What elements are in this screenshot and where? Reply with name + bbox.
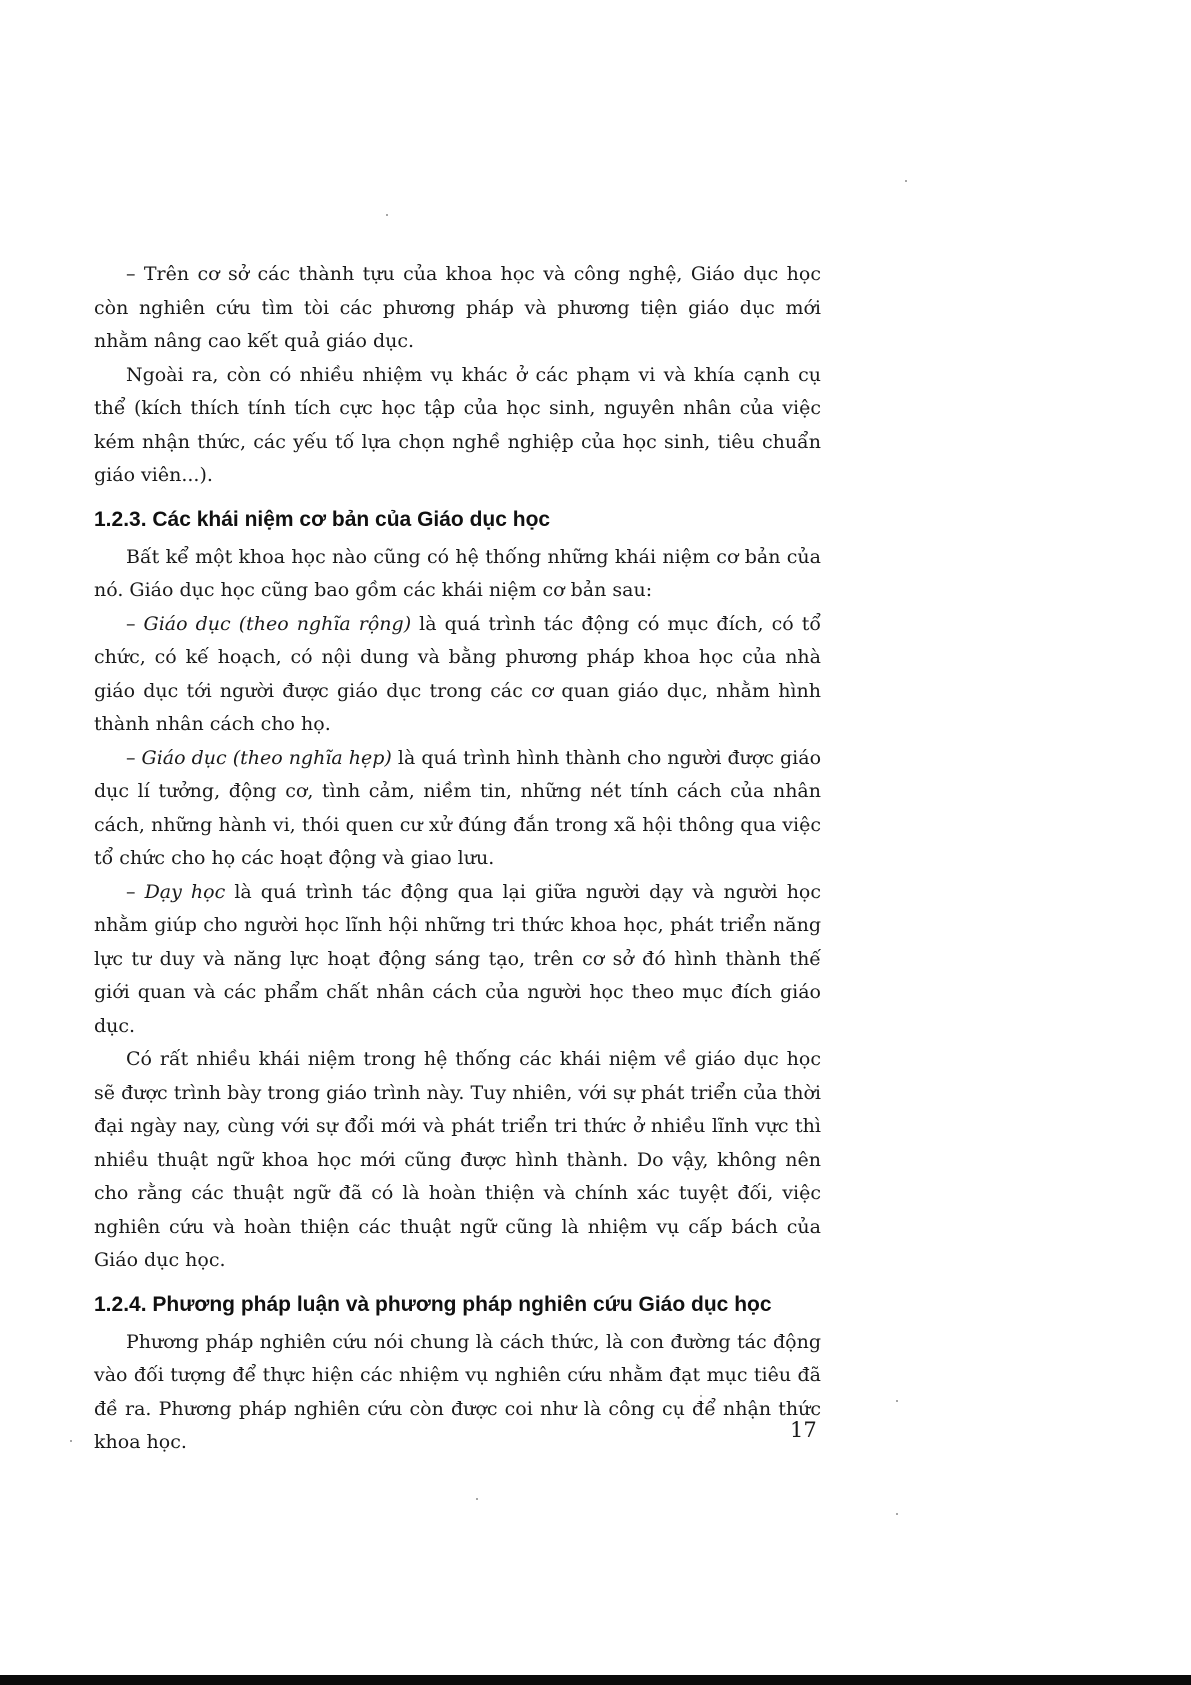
paragraph-education-narrow — [94, 742, 821, 876]
term-education-broad: Giáo dục (theo nghĩa rộng) — [143, 612, 412, 635]
dash: – — [126, 612, 144, 635]
definition-education-narrow: là quá trình hình thành cho người được giáo dục lí tưởng, động cơ, tình cảm, niềm tin, những nét tính cách của nhân cách, những hành vi, thói quen cư xử đúng đắn trong xã hội thông qua việc tổ chức cho họ các hoạt động và giao lưu. — [94, 746, 822, 869]
term-teaching: Dạy học — [144, 880, 226, 903]
paragraph-concepts-intro: Bất kể một khoa học nào cũng có hệ thống những khái niệm cơ bản của nó. Giáo dục học cũng bao gồm các khái niệm cơ bản sau: — [94, 545, 821, 601]
page-content — [94, 258, 821, 1460]
definition-teaching: là quá trình tác động qua lại giữa người dạy và người học nhằm giúp cho người học lĩnh hội những tri thức khoa học, phát triển năng lực tư duy và năng lực hoạt động sáng tạo, trên cơ sở đó hình thành thế giới quan và các phẩm chất nhân cách của người học theo mục đích giáo dục. — [94, 880, 822, 1037]
scan-speck — [896, 1400, 898, 1402]
paragraph-research-method-definition: Phương pháp nghiên cứu nói chung là cách thức, là con đường tác động vào đối tượng để thực hiện các nhiệm vụ nghiên cứu nhằm đạt mục tiêu đã đề ra. Phương pháp nghiên cứu còn được coi như là công cụ để nhận thức khoa học. — [94, 1330, 821, 1453]
scan-speck — [476, 1498, 478, 1500]
paragraph-education-broad — [94, 608, 821, 742]
scan-speck — [896, 1513, 898, 1515]
scan-speck — [386, 214, 388, 216]
paragraph-teaching — [94, 876, 821, 1044]
dash: – — [126, 746, 142, 769]
scan-bottom-edge — [0, 1675, 1191, 1685]
term-education-narrow: Giáo dục (theo nghĩa hẹp) — [141, 746, 392, 769]
definition-education-broad: là quá trình tác động có mục đích, có tổ chức, có kế hoạch, có nội dung và bằng phương pháp khoa học của nhà giáo dục tới người được giáo dục trong các cơ quan giáo dục, nhằm hình thành nhân cách cho họ. — [94, 612, 822, 735]
paragraph-other-tasks: Ngoài ra, còn có nhiều nhiệm vụ khác ở các phạm vi và khía cạnh cụ thể (kích thích tính tích cực học tập của học sinh, nguyên nhân của việc kém nhận thức, các yếu tố lựa chọn nghề nghiệp của học sinh, tiêu chuẩn giáo viên...). — [94, 363, 821, 486]
scan-speck — [905, 180, 907, 182]
section-heading-1-2-3: 1.2.3. Các khái niệm cơ bản của Giáo dục học — [94, 507, 551, 531]
dash: – — [126, 880, 145, 903]
paragraph-research-methods: – Trên cơ sở các thành tựu của khoa học và công nghệ, Giáo dục học còn nghiên cứu tìm tòi các phương pháp và phương tiện giáo dục mới nhằm nâng cao kết quả giáo dục. — [94, 263, 821, 352]
section-heading-1-2-4: 1.2.4. Phương pháp luận và phương pháp nghiên cứu Giáo dục học — [94, 1292, 772, 1316]
scan-speck — [70, 1440, 72, 1442]
page-number: 17 — [790, 1418, 817, 1442]
paragraph-terminology: Có rất nhiều khái niệm trong hệ thống các khái niệm về giáo dục học sẽ được trình bày trong giáo trình này. Tuy nhiên, với sự phát triển của thời đại ngày nay, cùng với sự đổi mới và phát triển tri thức ở nhiều lĩnh vực thì nhiều thuật ngữ khoa học mới cũng được hình thành. Do vậy, không nên cho rằng các thuật ngữ đã có là hoàn thiện và chính xác tuyệt đối, việc nghiên cứu và hoàn thiện các thuật ngữ cũng là nhiệm vụ cấp bách của Giáo dục học. — [94, 1048, 821, 1271]
scan-speck — [700, 1395, 702, 1397]
